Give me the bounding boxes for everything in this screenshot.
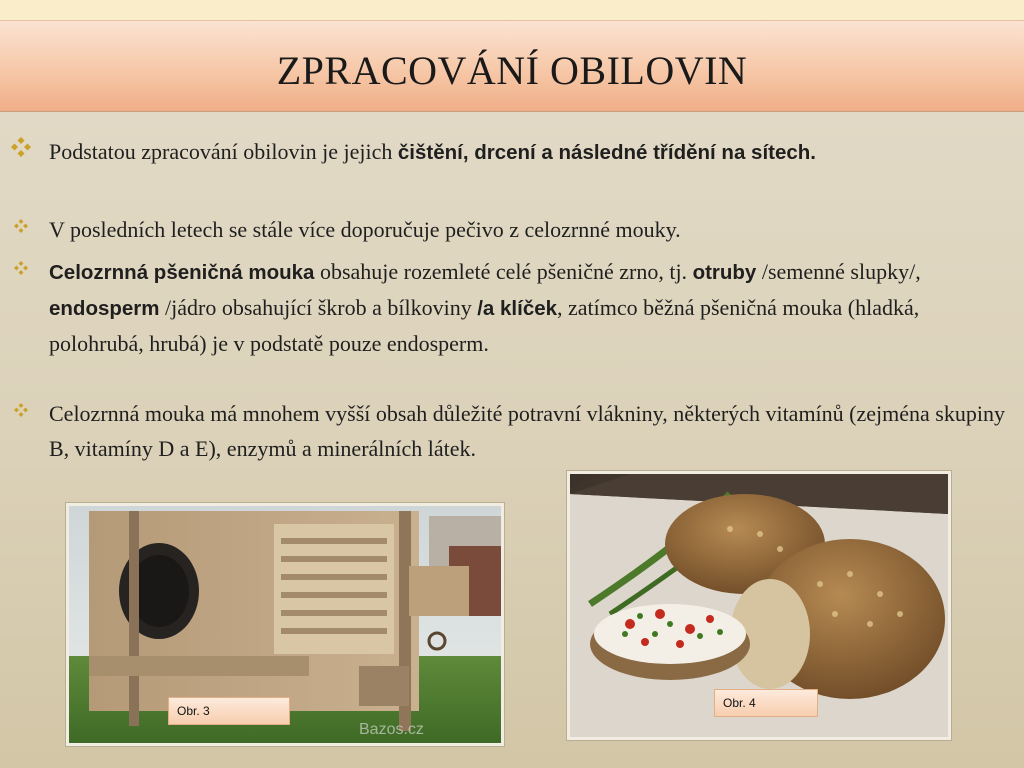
bullet-text-bold: Celozrnná pšeničná mouka (49, 261, 315, 284)
bullet-text: Celozrnná mouka má mnohem vyšší obsah důležité potravní vlákniny, některých vitamínů (zejména skupiny B, vitamíny D a E), enzymů a minerálních látek. (49, 401, 1005, 461)
bullet-text-bold: čištění, drcení a následné třídění na sítech. (397, 141, 816, 164)
bullet-text: V posledních letech se stále více doporučuje pečivo z celozrnné mouky. (49, 217, 681, 242)
bullet-text: /jádro obsahující škrob a bílkoviny (159, 295, 478, 320)
bullet-text: Podstatou zpracování obilovin je jejich (49, 139, 398, 164)
diamond-cluster-icon (14, 219, 28, 233)
title-band (0, 20, 1024, 112)
bullet-item (49, 254, 1011, 361)
diamond-cluster-icon (14, 403, 28, 417)
diamond-cluster-icon (14, 261, 28, 275)
bullet-text-bold: endosperm (49, 297, 160, 320)
slide-title: ZPRACOVÁNÍ OBILOVIN (276, 48, 748, 93)
figure-caption: Obr. 3 (168, 697, 290, 725)
bullet-text: obsahuje rozemleté celé pšeničné zrno, tj. (314, 259, 693, 284)
bullet-text-bold: otruby (692, 261, 757, 284)
bullet-item (49, 396, 1011, 466)
bullet-item (49, 212, 1011, 247)
bullet-item (49, 134, 1011, 170)
figure-caption: Obr. 4 (714, 689, 818, 717)
top-strip (0, 0, 1024, 20)
bullet-text: /semenné slupky/, (756, 259, 921, 284)
diamond-cluster-icon (11, 137, 31, 157)
bullet-text: , zatímco běžná pšeničná mouka (hladká, polohrubá, hrubá) je v podstatě pouze endosperm. (49, 295, 920, 356)
bullet-text-bold: /a klíček (477, 297, 558, 320)
watermark-text: Bazos.cz (359, 721, 424, 738)
